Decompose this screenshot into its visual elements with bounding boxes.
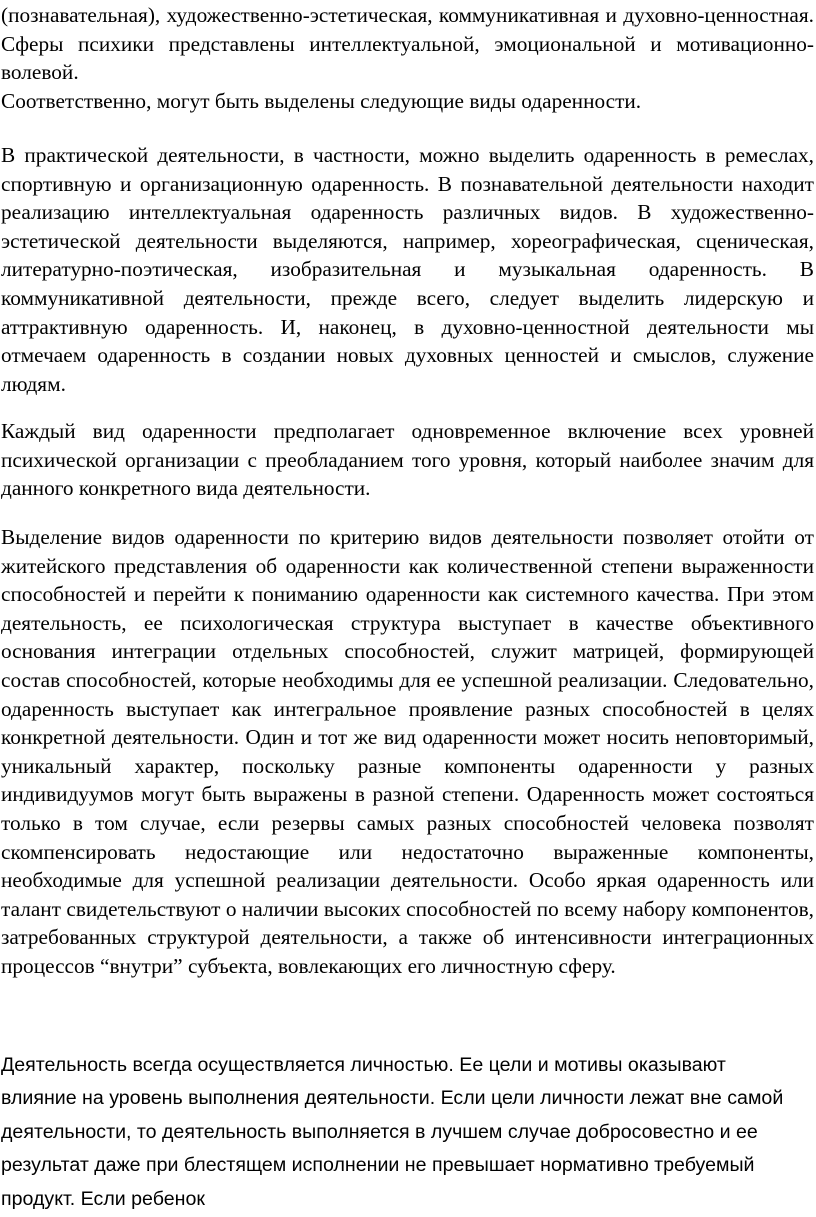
paragraph-activity-types: В практической деятельности, в частности, можно выделить одаренность в ремеслах, спортивную и организационную одаренность. В познавательной деятельности находит реализацию интеллектуальная одаренность различных видов. В художественно-эстетической деятельности выделяются, например, хореографическая, сценическая, литературно-поэтическая, изобразительная и музыкальная одаренность. В коммуникативной деятельности, прежде всего, следует выделить лидерскую и аттрактивную одаренность. И, наконец, в духовно-ценностной деятельности мы отмечаем одаренность в создании новых духовных ценностей и смыслов, служение людям. (1, 143, 814, 396)
paragraph-personality: Деятельность всегда осуществляется личностью. Ее цели и мотивы оказывают влияние на уровень выполнения деятельности. Если цели личности лежат вне самой деятельности, то деятельность выполняется в лучшем случае добросовестно и ее результат даже при блестящем исполнении не превышает нормативно требуемый продукт. Если ребенок (1, 1054, 784, 1210)
paragraph-psychic-levels: Каждый вид одаренности предполагает одновременное включение всех уровней психической организации с преобладанием того уровня, который наиболее значим для данного конкретного вида деятельности. (1, 419, 814, 501)
paragraph-spheres: (познавательная), художественно-эстетическая, коммуникативная и духовно-ценностная. Сферы психики представлены интеллектуальной, эмоциональной и мотивационно-волевой. (1, 3, 814, 85)
paragraph-types-intro: Соответственно, могут быть выделены следующие виды одаренности. (1, 89, 642, 113)
paragraph-systemic-quality: Выделение видов одаренности по критерию видов деятельности позволяет отойти от житейского представления об одаренности как количественной степени выраженности способностей и перейти к пониманию одаренности как системного качества. При этом деятельность, ее психологическая структура выступает в качестве объективного основания интеграции отдельных способностей, служит матрицей, формирующей состав способностей, которые необходимы для ее успешной реализации. Следовательно, одаренность выступает как интегральное проявление разных способностей в целях конкретной деятельности. Один и тот же вид одаренности может носить неповторимый, уникальный характер, поскольку разные компоненты одаренности у разных индивидуумов могут быть выражены в разной степени. Одаренность может состояться только в том случае, если резервы самых разных способностей человека позволят скомпенсировать недостающие или недостаточно выраженные компоненты, необходимые для успешной реализации деятельности. Особо яркая одаренность или талант свидетельствуют о наличии высоких способностей по всему набору компонентов, затребованных структурой деятельности, а также об интенсивности интеграционных процессов “внутри” субъекта, вовлекающих его личностную сферу. (1, 525, 814, 978)
